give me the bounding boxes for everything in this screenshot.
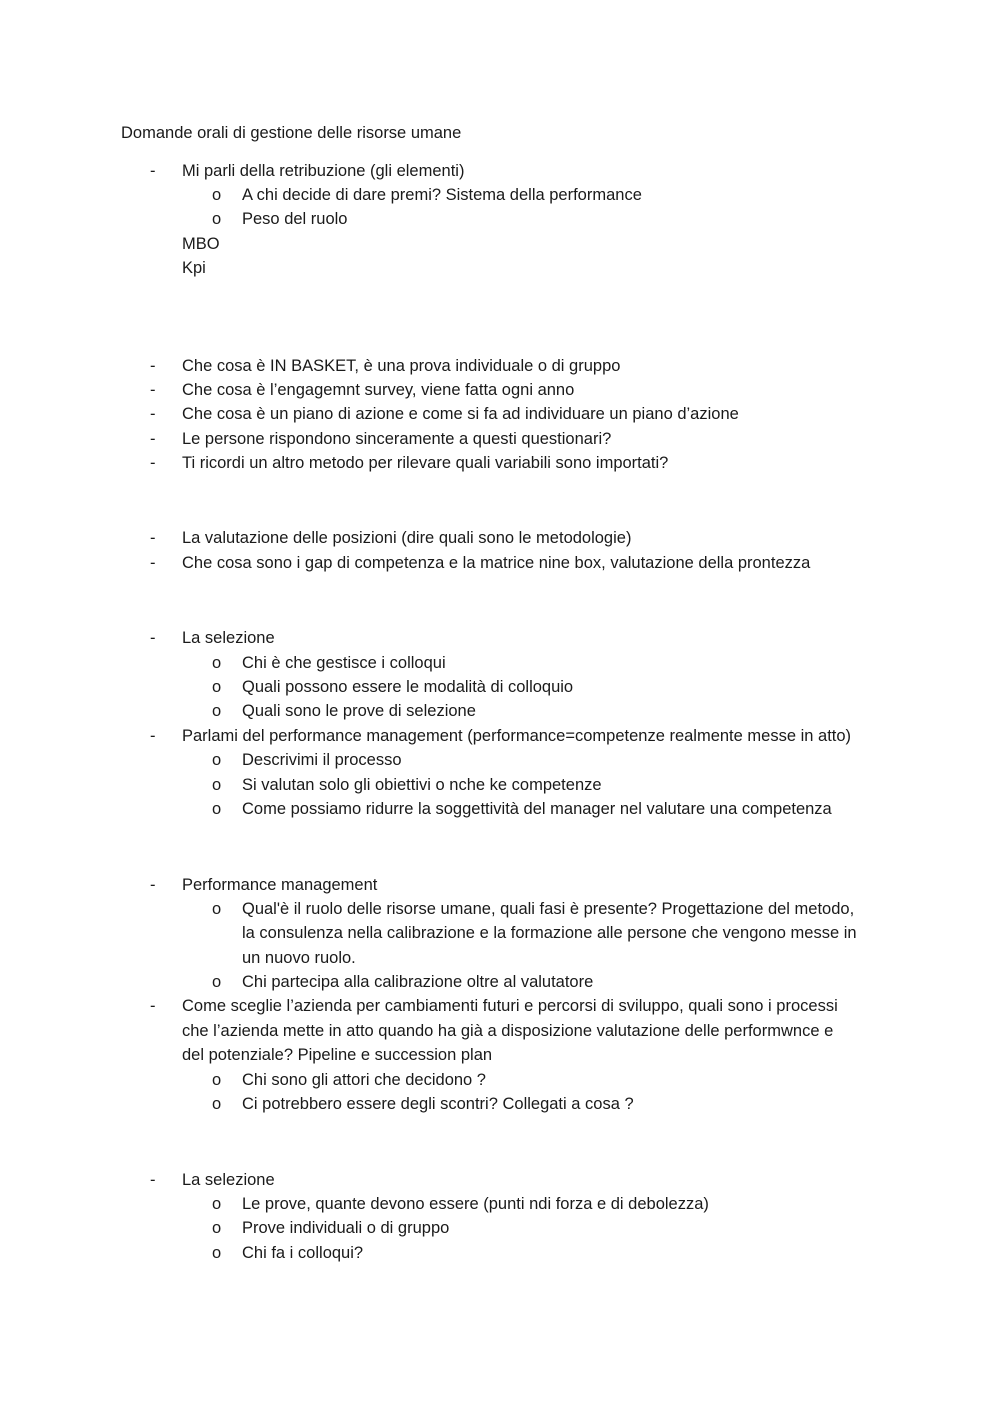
sub-item: Chi partecipa alla calibrazione oltre al valutatore: [242, 973, 594, 991]
sub-item: Prove individuali o di gruppo: [242, 1219, 450, 1237]
circle-bullet: o: [212, 654, 222, 672]
note-kpi: Kpi: [182, 259, 206, 277]
dash-bullet: -: [150, 997, 156, 1015]
sub-item-line: un nuovo ruolo.: [242, 949, 356, 967]
dash-bullet: -: [150, 454, 156, 472]
question-item: Che cosa è IN BASKET, è una prova individuale o di gruppo: [182, 357, 621, 375]
question-retribuzione: Mi parli della retribuzione (gli elementi): [182, 162, 465, 180]
circle-bullet: o: [212, 678, 222, 696]
sub-item: Quali possono essere le modalità di colloquio: [242, 678, 574, 696]
circle-bullet: o: [212, 900, 222, 918]
sub-item: A chi decide di dare premi? Sistema della performance: [242, 186, 642, 204]
sub-item-line: Qual'è il ruolo delle risorse umane, quali fasi è presente? Progettazione del metodo,: [242, 900, 855, 918]
circle-bullet: o: [212, 1244, 222, 1262]
circle-bullet: o: [212, 210, 222, 228]
question-line: che l’azienda mette in atto quando ha già a disposizione valutazione delle performwnce e: [182, 1022, 834, 1040]
sub-item: Ci potrebbero essere degli scontri? Collegati a cosa ?: [242, 1095, 634, 1113]
sub-item: Chi sono gli attori che decidono ?: [242, 1071, 486, 1089]
question-selezione-2: La selezione: [182, 1171, 275, 1189]
circle-bullet: o: [212, 1095, 222, 1113]
circle-bullet: o: [212, 973, 222, 991]
note-mbo: MBO: [182, 235, 220, 253]
circle-bullet: o: [212, 1219, 222, 1237]
circle-bullet: o: [212, 702, 222, 720]
question-selezione: La selezione: [182, 629, 275, 647]
sub-item: Peso del ruolo: [242, 210, 348, 228]
question-item: Che cosa è l’engagemnt survey, viene fatta ogni anno: [182, 381, 575, 399]
sub-item: Si valutan solo gli obiettivi o nche ke competenze: [242, 776, 602, 794]
dash-bullet: -: [150, 554, 156, 572]
question-line: del potenziale? Pipeline e succession plan: [182, 1046, 493, 1064]
circle-bullet: o: [212, 751, 222, 769]
circle-bullet: o: [212, 776, 222, 794]
sub-item: Chi fa i colloqui?: [242, 1244, 364, 1262]
question-performance-management: Performance management: [182, 876, 378, 894]
sub-item: Le prove, quante devono essere (punti ndi forza e di debolezza): [242, 1195, 709, 1213]
question-performance: Parlami del performance management (performance=competenze realmente messe in atto): [182, 727, 852, 745]
dash-bullet: -: [150, 1171, 156, 1189]
sub-item-line: la consulenza nella calibrazione e la formazione alle persone che vengono messe in: [242, 924, 857, 942]
circle-bullet: o: [212, 1071, 222, 1089]
sub-item: Come possiamo ridurre la soggettività del manager nel valutare una competenza: [242, 800, 832, 818]
sub-item: Descrivimi il processo: [242, 751, 402, 769]
circle-bullet: o: [212, 186, 222, 204]
question-item: La valutazione delle posizioni (dire quali sono le metodologie): [182, 529, 632, 547]
dash-bullet: -: [150, 405, 156, 423]
question-item: Che cosa è un piano di azione e come si fa ad individuare un piano d’azione: [182, 405, 739, 423]
circle-bullet: o: [212, 800, 222, 818]
document-title: Domande orali di gestione delle risorse umane: [121, 124, 462, 142]
dash-bullet: -: [150, 876, 156, 894]
question-item: Le persone rispondono sinceramente a questi questionari?: [182, 430, 612, 448]
dash-bullet: -: [150, 162, 156, 180]
dash-bullet: -: [150, 529, 156, 547]
dash-bullet: -: [150, 430, 156, 448]
sub-item: Chi è che gestisce i colloqui: [242, 654, 446, 672]
dash-bullet: -: [150, 357, 156, 375]
dash-bullet: -: [150, 381, 156, 399]
question-item: Ti ricordi un altro metodo per rilevare quali variabili sono importati?: [182, 454, 669, 472]
dash-bullet: -: [150, 629, 156, 647]
dash-bullet: -: [150, 727, 156, 745]
question-line: Come sceglie l’azienda per cambiamenti futuri e percorsi di sviluppo, quali sono i processi: [182, 997, 838, 1015]
sub-item: Quali sono le prove di selezione: [242, 702, 476, 720]
circle-bullet: o: [212, 1195, 222, 1213]
question-item: Che cosa sono i gap di competenza e la matrice nine box, valutazione della prontezza: [182, 554, 811, 572]
